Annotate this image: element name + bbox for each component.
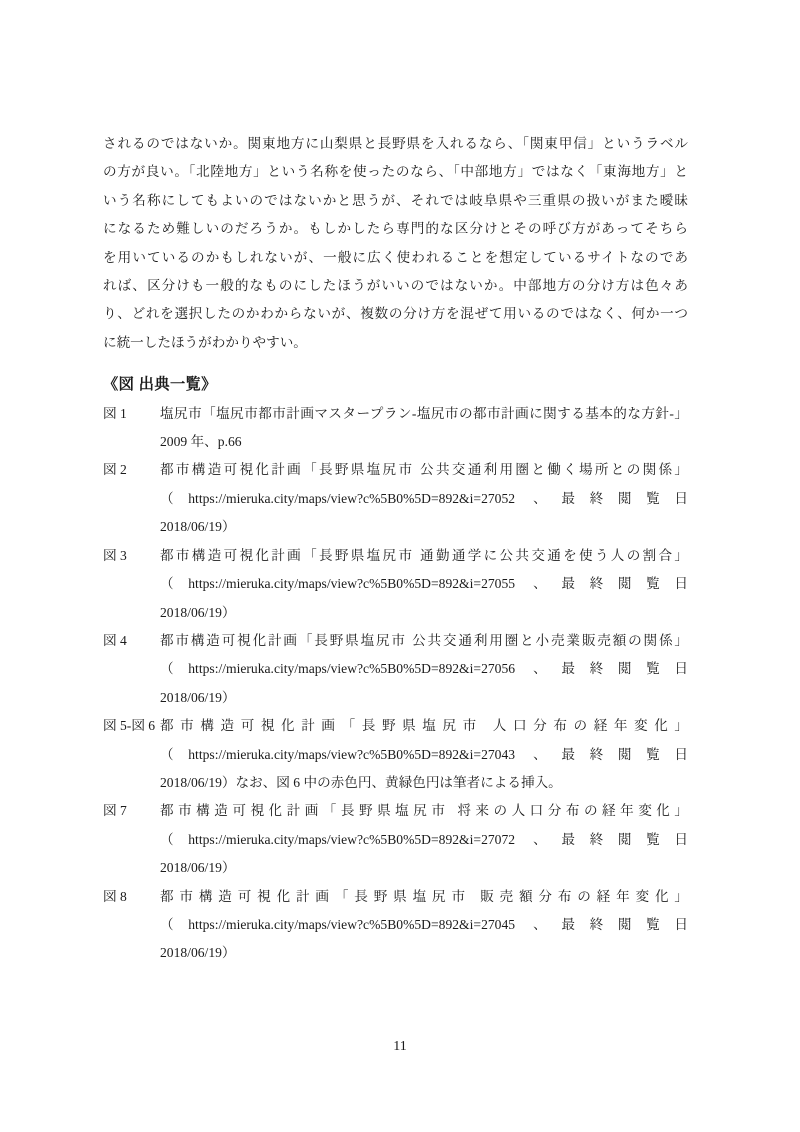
main-paragraph (103, 130, 688, 357)
page-content (103, 130, 688, 968)
source-date-line: 2018/06/19） (160, 604, 236, 620)
source-title-line (103, 797, 688, 825)
source-title-line (103, 627, 688, 655)
source-title-line (103, 542, 688, 570)
page-number: 11 (393, 1039, 407, 1054)
figure-label: 図 5-図 6 (103, 718, 156, 734)
paragraph-line: を用いているのかもしれないが、一般に広く使われることを想定しているサイトなのであ (103, 249, 688, 265)
figure-label: 図 1 (103, 405, 127, 421)
figure-label: 図 7 (103, 803, 127, 819)
paragraph-line: に統一したほうがわかりやすい。 (103, 334, 307, 350)
paragraph-line: の方が良い。「北陸地方」という名称を使ったのなら、「中部地方」ではなく「東海地方」と (103, 164, 688, 180)
source-date-line: 2018/06/19） (160, 945, 236, 961)
source-title-line (103, 712, 688, 740)
source-title-line (103, 883, 688, 911)
source-url-line: （https://mieruka.city/maps/view?c%5B0%5D=892&i=27056 、最終閲覧日 (160, 661, 688, 677)
source-title-line (103, 456, 688, 484)
figure-source-item (103, 456, 688, 541)
paragraph-line: り、どれを選択したのかわからないが、複数の分け方を混ぜて用いるのではなく、何か一つ (103, 306, 688, 322)
source-date-line: 2018/06/19）なお、図 6 中の赤色円、黄緑色円は筆者による挿入。 (160, 774, 562, 790)
figure-source-title: 都市構造可視化計画「長野県塩尻市 公共交通利用圏と小売業販売額の関係」 (160, 632, 688, 648)
source-url-line: （https://mieruka.city/maps/view?c%5B0%5D=892&i=27045 、最終閲覧日 (160, 916, 688, 932)
source-date-line: 2018/06/19） (160, 860, 236, 876)
figure-source-item (103, 712, 688, 797)
source-title-line (103, 400, 688, 428)
figure-source-title: 都市構造可視化計画「長野県塩尻市 通勤通学に公共交通を使う人の割合」 (160, 547, 688, 563)
figure-source-item (103, 797, 688, 882)
figure-label: 図 8 (103, 888, 127, 904)
source-date-line: 2018/06/19） (160, 689, 236, 705)
paragraph-line: されるのではないか。関東地方に山梨県と長野県を入れるなら、「関東甲信」というラベル (103, 136, 688, 151)
figure-source-item (103, 883, 688, 968)
figure-source-title: 都市構造可視化計画「長野県塩尻市 人口分布の経年変化」 (160, 718, 688, 734)
source-url-line: （https://mieruka.city/maps/view?c%5B0%5D=892&i=27072 、最終閲覧日 (160, 831, 688, 847)
figure-source-list (103, 400, 688, 968)
figure-source-title: 都市構造可視化計画「長野県塩尻市 公共交通利用圏と働く場所との関係」 (160, 462, 688, 478)
figure-label: 図 4 (103, 632, 127, 648)
source-date-line: 2018/06/19） (160, 519, 236, 535)
figure-source-title: 都市構造可視化計画「長野県塩尻市 将来の人口分布の経年変化」 (160, 803, 688, 819)
source-url-line: （https://mieruka.city/maps/view?c%5B0%5D=892&i=27052 、最終閲覧日 (160, 490, 688, 506)
figure-sources-heading: 《図 出典一覧》 (103, 376, 217, 394)
figure-source-item (103, 542, 688, 627)
figure-label: 図 3 (103, 547, 127, 563)
source-url-line: （https://mieruka.city/maps/view?c%5B0%5D=892&i=27055 、最終閲覧日 (160, 576, 688, 592)
figure-source-item (103, 400, 688, 457)
paragraph-line: れば、区分けも一般的なものにしたほうがいいのではないか。中部地方の分け方は色々あ (103, 278, 688, 294)
source-url-line: （https://mieruka.city/maps/view?c%5B0%5D=892&i=27043 、最終閲覧日 (160, 746, 688, 762)
paragraph-line: になるため難しいのだろうか。もしかしたら専門的な区分けとその呼び方があってそちら (103, 221, 688, 237)
paragraph-line: いう名称にしてもよいのではないかと思うが、それでは岐阜県や三重県の扱いがまた曖昧 (103, 192, 688, 208)
figure-source-title: 塩尻市「塩尻市都市計画マスタープラン-塩尻市の都市計画に関する基本的な方針-」 (160, 405, 688, 421)
source-detail-line: 2009 年、p.66 (160, 434, 242, 450)
figure-source-title: 都市構造可視化計画「長野県塩尻市 販売額分布の経年変化」 (160, 888, 688, 904)
figure-source-item (103, 627, 688, 712)
figure-label: 図 2 (103, 462, 127, 478)
